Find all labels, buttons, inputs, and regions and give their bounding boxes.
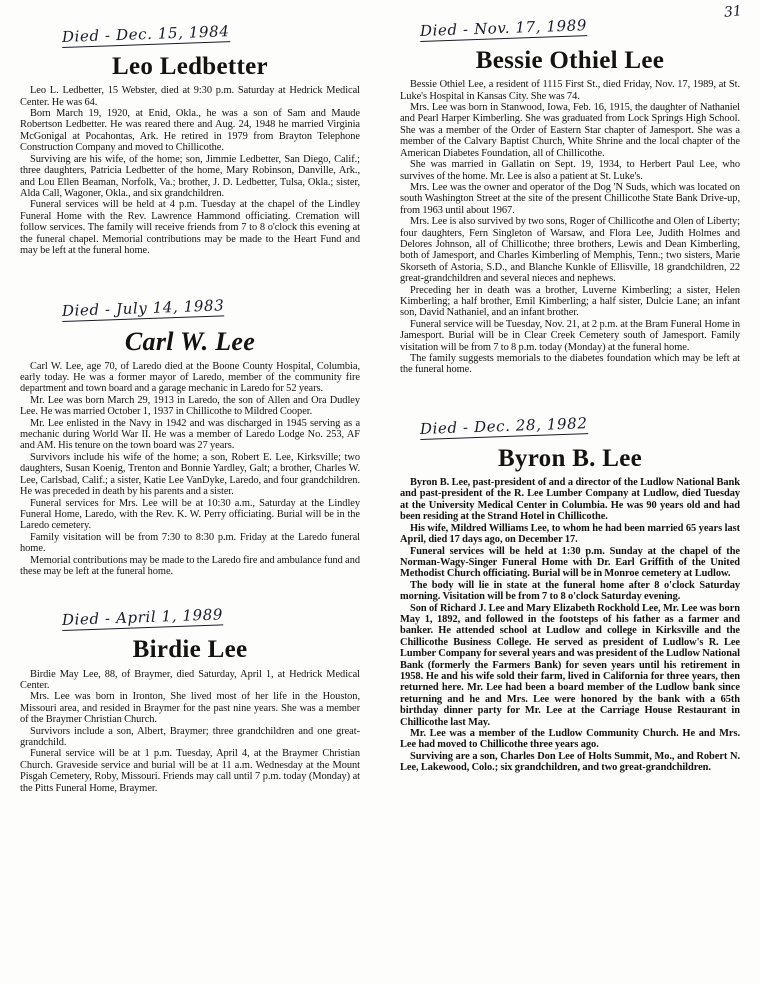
paragraph: Carl W. Lee, age 70, of Laredo died at the Boone County Hospital, Columbia, early today. He was a former mayor of Laredo, member of the community fire department and town board and a garage mechanic in Laredo for 52 years.	[20, 360, 360, 395]
paragraph: Mrs. Lee was born in Ironton, She lived most of her life in the Houston, Missouri area, and resided in Braymer for the past nine years. She was a member of the Braymer Christian Church.	[20, 691, 360, 726]
paragraph: Survivors include his wife of the home; a son, Robert E. Lee, Kirksville; two daughters, Susan Koenig, Trenton and Bonnie Yardley, Galt; a brother, Charles W. Lee, Carlsbad, Calif.; a sister, Katie Lee VanDyke, Laredo, and four grandchildren. He was preceded in death by his parents and a sister.	[20, 451, 360, 498]
obituary-name-heading: Bessie Othiel Lee	[475, 47, 665, 74]
paragraph: Family visitation will be from 7:30 to 8:30 p.m. Friday at the Laredo funeral home.	[20, 531, 360, 555]
handwritten-date-annotation: Died - Dec. 15, 1984	[61, 22, 230, 46]
paragraph: Preceding her in death was a brother, Luverne Kimberling; a sister, Helen Kimberling; a half brother, Emil Kimberling; a half sister, Dulcie Lane; an infant son, David Nathaniel, and an infant brother.	[400, 284, 740, 319]
paragraph: Funeral services for Mrs. Lee will be at 10:30 a.m., Saturday at the Lindley Funeral Home, Laredo, with the Rev. K. W. Perry officiating. Burial will be in the Laredo cemetery.	[20, 497, 360, 532]
page-number-annotation: 31	[723, 3, 743, 21]
obituary-name-heading: Carl W. Lee	[124, 327, 256, 357]
obituary-carl-w-lee	[20, 296, 360, 577]
paragraph: Funeral services will be held at 4 p.m. Tuesday at the chapel of the Lindley Funeral Home with the Rev. Lawrence Hammond officiating. Cremation will follow services. The family will receive friends from 7 to 8 o'clock this evening at the funeral chapel. Memorial contributions may be made to the Heart Fund and may be left at the funeral home.	[20, 199, 360, 256]
obituary-name-heading: Leo Ledbetter	[112, 53, 268, 80]
paragraph: Son of Richard J. Lee and Mary Elizabeth Rockhold Lee, Mr. Lee was born May 1, 1892, and followed in the footsteps of his father as a farmer and banker. He attended school at Ludlow and college in Kirksville and the Chillicothe Business College. He served as president of Ludlow's R. Lee Lumber Company for several years and was president of the Ludlow National Bank (formerly the Farmers Bank) for seven years until his retirement in 1958. He and his wife sold their farm, lived in California for three years, then returned here. Mr. Lee had been a board member of the Ludlow bank since returning and he and Mrs. Lee were honored by the bank with a 65th birthday dinner party for Mr. Lee at the Carriage House Restaurant in Chillicothe last May.	[400, 602, 740, 728]
obituary-name-heading: Birdie Lee	[132, 636, 248, 664]
paragraph: The body will lie in state at the funeral home after 8 o'clock Saturday morning. Visitation will be from 7 to 8 o'clock Saturday evening.	[400, 579, 740, 603]
obituary-leo-ledbetter	[20, 22, 360, 256]
obituary-body	[400, 477, 740, 774]
paragraph: She was married in Gallatin on Sept. 19, 1934, to Herbert Paul Lee, who survives of the home. Mr. Lee is also a patient at St. Luke's.	[400, 159, 740, 182]
obituary-name-heading: Byron B. Lee	[497, 444, 643, 472]
obituary-byron-b-lee	[400, 413, 740, 774]
paragraph: The family suggests memorials to the diabetes foundation which may be left at the funeral home.	[400, 353, 740, 376]
handwritten-date-annotation: Died - Nov. 17, 1989	[419, 16, 588, 40]
paragraph: Bessie Othiel Lee, a resident of 1115 First St., died Friday, Nov. 17, 1989, at St. Luke's Hospital in Kansas City. She was 74.	[400, 79, 740, 102]
paragraph: Born March 19, 1920, at Enid, Okla., he was a son of Sam and Maude Robertson Ledbetter. He was reared there and Aug. 24, 1948 he married Virginia McGonigal at Pocahontas, Ark. He retired in 1979 from Brayton Telephone Construction Company and moved to Chillicothe.	[20, 108, 360, 154]
handwritten-date-annotation: Died - April 1, 1989	[61, 605, 224, 630]
paragraph: Memorial contributions may be made to the Laredo fire and ambulance fund and these may be left at the funeral home.	[20, 554, 360, 577]
obituary-body	[20, 85, 360, 256]
paragraph: Mrs. Lee is also survived by two sons, Roger of Chillicothe and Olen of Liberty; four daughters, Fern Singleton of Warsaw, and Flora Lee, Judith Holmes and Delores Johnson, all of Chillicothe; three brothers, Lewis and Dean Kimberling, both of Jamesport, and Charles Kimberling of Memphis, Tenn.; two sisters, Marie Skorseth of Astoria, S.D., and Blanche Kunkle of Ellisville, 18 grandchildren, 22 great-grandchildren and several nieces and nephews.	[400, 216, 740, 285]
obituary-body	[20, 669, 360, 794]
paragraph: Mrs. Lee was born in Stanwood, Iowa, Feb. 16, 1915, the daughter of Nathaniel and Pearl Harper Kimberling. She was graduated from Lock Springs High School. She was a member of the Order of Eastern Star chapter of Jamesport. She was a member of the Calvary Baptist Church, White Shrine and the local chapter of the American Diabetes Foundation, all of Chillicothe.	[400, 102, 740, 159]
paragraph: Mr. Lee was born March 29, 1913 in Laredo, the son of Allen and Ora Dudley Lee. He was married October 1, 1937 in Chillicothe to Mildred Cooper.	[20, 394, 360, 418]
obituary-body	[400, 79, 740, 376]
paragraph: Funeral service will be at 1 p.m. Tuesday, April 4, at the Braymer Christian Church. Graveside service and burial will be at 11 a.m. Wednesday at the Mount Pisgah Cemetery, Roby, Missouri. Friends may call until 7 p.m. today (Monday) at the Pitts Funeral Home, Braymer.	[20, 748, 360, 794]
paragraph: Leo L. Ledbetter, 15 Webster, died at 9:30 p.m. Saturday at Hedrick Medical Center. He was 64.	[20, 85, 360, 108]
paragraph: Mr. Lee enlisted in the Navy in 1942 and was discharged in 1945 serving as a mechanic during World War II. He was a member of Laredo Lodge No. 253, AF and AM. His tenure on the town board was 27 years.	[20, 417, 360, 452]
obituary-body	[20, 361, 360, 578]
left-column	[20, 0, 360, 800]
paragraph: Mrs. Lee was the owner and operator of the Dog 'N Suds, which was located on south Washington Street at the site of the present Chillicothe State Bank Drive-up, from 1963 until about 1967.	[400, 181, 740, 216]
handwritten-date-annotation: Died - Dec. 28, 1982	[419, 413, 588, 438]
paragraph: Funeral services will be held at 1:30 p.m. Sunday at the chapel of the Norman-Wagy-Singer Funeral Home with Dr. Earl Griffith of the United Methodist Church officiating. Burial will be in Monroe cemetery at Ludlow.	[400, 545, 740, 580]
obituary-birdie-lee	[20, 605, 360, 794]
paragraph: Surviving are a son, Charles Don Lee of Holts Summit, Mo., and Robert N. Lee, Lakewood, Colo.; six grandchildren, and two great-grandchildren.	[400, 750, 740, 774]
paragraph: Birdie May Lee, 88, of Braymer, died Saturday, April 1, at Hedrick Medical Center.	[20, 668, 360, 692]
paragraph: Funeral service will be Tuesday, Nov. 21, at 2 p.m. at the Bram Funeral Home in Jamesport. Burial will be in Clear Creek Cemetery south of Jamesport. Family visitation will be from 7 to 8 p.m. today (Monday) at the funeral home.	[400, 318, 740, 353]
paragraph: Surviving are his wife, of the home; son, Jimmie Ledbetter, San Diego, Calif.; three daughters, Patricia Ledbetter of the home, Mary Robinson, Danville, Ark., and Lou Ellen Beaman, Norfolk, Va.; brother, J. D. Ledbetter, Tulsa, Okla.; sister, Alda Call, Wagoner, Okla., and six grandchildren.	[20, 153, 360, 199]
obituary-bessie-othiel-lee	[400, 16, 740, 376]
right-column	[400, 0, 743, 780]
paragraph: Byron B. Lee, past-president of and a director of the Ludlow National Bank and past-president of the R. Lee Lumber Company at Ludlow, died Tuesday at the University Medical Center in Columbia. He was 90 years old and had been residing at the Strand Hotel in Chillicothe.	[400, 477, 740, 523]
paragraph: His wife, Mildred Williams Lee, to whom he had been married 65 years last April, died 17 days ago, on December 17.	[400, 522, 740, 546]
handwritten-date-annotation: Died - July 14, 1983	[61, 296, 225, 321]
paragraph: Mr. Lee was a member of the Ludlow Community Church. He and Mrs. Lee had moved to Chillicothe three years ago.	[400, 728, 740, 751]
paragraph: Survivors include a son, Albert, Braymer; three grandchildren and one great-grandchild.	[20, 725, 360, 749]
